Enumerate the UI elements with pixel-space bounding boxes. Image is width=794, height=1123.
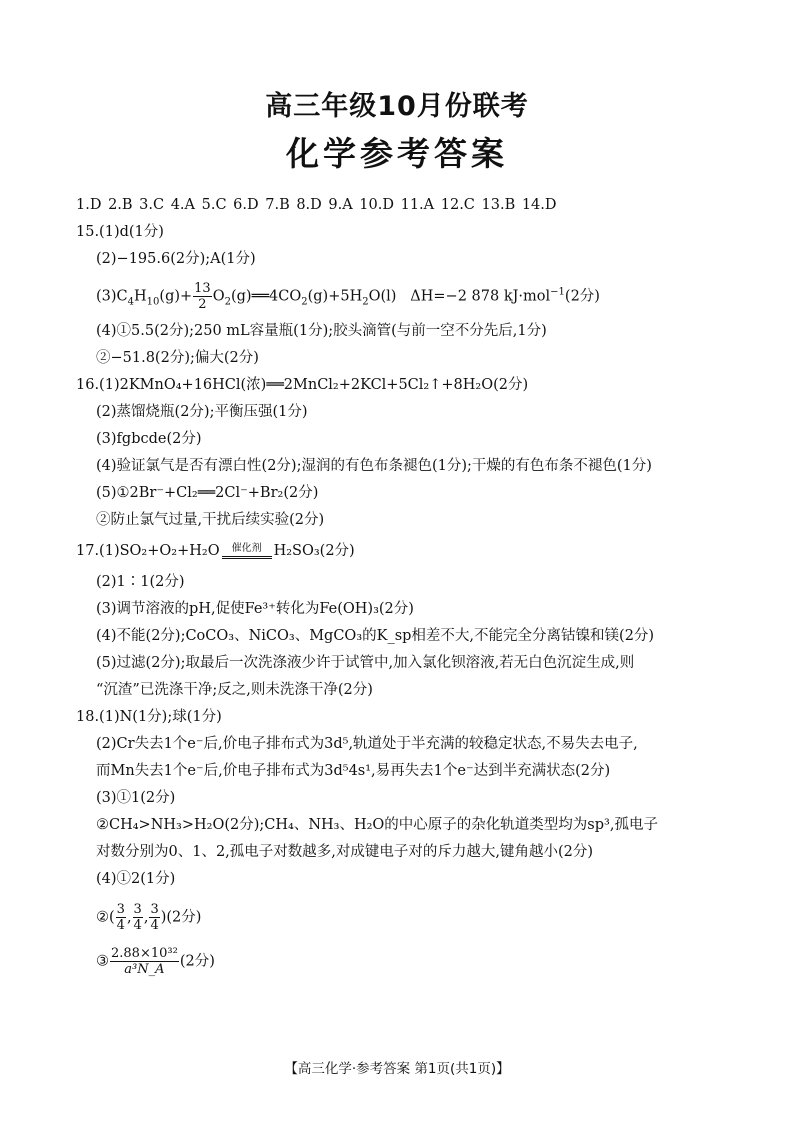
q15-line-1: 15.(1)d(1分) [76,224,164,240]
q18-line-5: ②CH₄>NH₃>H₂O(2分);CH₄、NH₃、H₂O的中心原子的杂化轨道类型均为sp³,孤电子 [96,817,658,833]
q18-line-7: (4)①2(1分) [96,871,176,887]
fraction-13-2: $\frac{13}{2}$ [194,281,211,312]
q18-line-1: 18.(1)N(1分);球(1分) [76,709,222,725]
page-footer: 【高三化学·参考答案 第1页(共1页)】 [284,1061,510,1077]
q18-line-6: 对数分别为0、1、2,孤电子对数越多,对成键电子对的斥力越大,键角越小(2分) [96,844,594,860]
q15-line-5: ②−51.8(2分);偏大(2分) [96,350,259,366]
q18-line-3: 而Mn失去1个e⁻后,价电子排布式为3d⁵4s¹,易再失去1个e⁻达到半充满状态(2分) [96,763,611,779]
q15-line-3: $(3)C_4H_{10}(g)+$ $\frac{13}{2}$ $O_2(g)══4CO_2(g)+5H_2O(l)$ ΔH=−2 878 kJ·mol$^{-1}$(2分) [96,281,600,312]
q16-line-1: 16.(1)2KMnO₄+16HCl(浓)══2MnCl₂+2KCl+5Cl₂↑+8H₂O(2分) [76,377,529,393]
q17-line-3: (3)调节溶液的pH,促使Fe³⁺转化为Fe(OH)₃(2分) [96,601,414,617]
exam-title: 高三年级10月份联考 [265,91,529,122]
mc-answers: 1.D 2.B 3.C 4.A 5.C 6.D 7.B 8.D 9.A 10.D 11.A 12.C 13.B 14.D [76,197,557,213]
q15-line-4: (4)①5.5(2分);250 mL容量瓶(1分);胶头滴管(与前一空不分先后,1分) [96,323,547,339]
q16-line-4: (4)验证氯气是否有漂白性(2分);湿润的有色布条褪色(1分);干燥的有色布条不褪色(1分) [96,458,652,474]
q18-line-9: ③ $\frac{\text{2.88×10³²}}{\text{a³N\_A}}$ (2分) [96,946,215,977]
answer-title: 化学参考答案 [286,134,508,173]
q15-line-2: (2)−195.6(2分);A(1分) [96,251,256,267]
catalyst-arrow: 催化剂 [222,544,272,559]
q18-line-8: ②( $\frac{3}{4}$ , $\frac{3}{4}$ , $\frac{3}{4}$ )(2分) [96,902,202,933]
q17-line-1: 17.(1)SO₂+O₂+H₂O 催化剂 H₂SO₃(2分) [76,542,355,559]
density-fraction: $\frac{\text{2.88×10³²}}{\text{a³N\_A}}$ [111,946,178,977]
q17-line-2: (2)1∶1(2分) [96,574,185,590]
q16-line-3: (3)fgbcde(2分) [96,431,202,447]
q16-line-5: (5)①2Br⁻+Cl₂══2Cl⁻+Br₂(2分) [96,485,319,501]
q17-line-5: (5)过滤(2分);取最后一次洗涤液少许于试管中,加入氯化钡溶液,若无白色沉淀生成,则 [96,655,635,671]
q16-line-2: (2)蒸馏烧瓶(2分);平衡压强(1分) [96,404,308,420]
q17-line-4: (4)不能(2分);CoCO₃、NiCO₃、MgCO₃的K_sp相差不大,不能完全分离钴镍和镁(2分) [96,628,655,644]
q18-line-4: (3)①1(2分) [96,790,176,806]
q16-line-6: ②防止氯气过量,干扰后续实验(2分) [96,512,325,528]
q17-line-6: “沉渣”已洗涤干净;反之,则未洗涤干净(2分) [96,682,373,698]
q18-line-2: (2)Cr失去1个e⁻后,价电子排布式为3d⁵,轨道处于半充满的较稳定状态,不易失去电子, [96,736,638,752]
